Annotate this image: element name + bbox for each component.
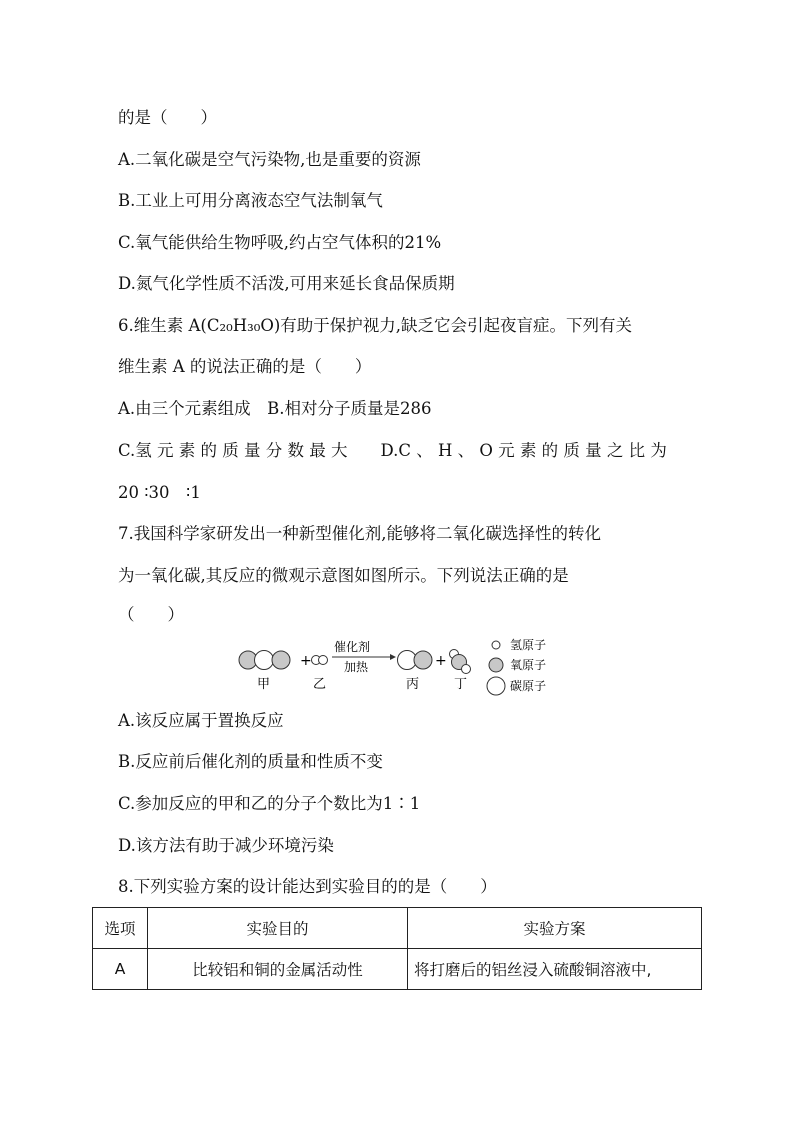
hydrogen-atom — [319, 656, 328, 665]
q6-option-d-ratio: 20 ∶30 ∶1 — [118, 483, 201, 502]
legend — [487, 641, 505, 695]
question-8-stem: 8.下列实验方案的设计能达到实验目的的是（ ） — [118, 877, 497, 896]
question-stem-tail: 的是（ ） — [118, 108, 217, 127]
molecule-yi — [312, 656, 328, 665]
molecule-bing — [398, 651, 433, 670]
q7-option-b: B.反应前后催化剂的质量和性质不变 — [118, 752, 383, 771]
plus-sign: + — [300, 653, 312, 669]
q6-options-cd: C.氢 元 素 的 质 量 分 数 最 大 D.C 、 H 、 O 元 素 的 质 量 之 比 为 — [118, 441, 667, 460]
oxygen-atom — [414, 651, 432, 669]
molecule-ding — [450, 650, 471, 674]
legend-hydrogen-swatch — [492, 641, 500, 649]
plus-sign: + — [435, 653, 447, 669]
legend-oxygen-swatch — [489, 658, 503, 672]
table-row — [93, 949, 702, 990]
header-option: 选项 — [93, 908, 148, 949]
q6-options-ab: A.由三个元素组成 B.相对分子质量是286 — [118, 399, 432, 418]
experiment-table — [92, 907, 702, 990]
question-6-stem-cont: 维生素 A 的说法正确的是（ ） — [118, 357, 372, 376]
legend-oxygen-label: 氧原子 — [510, 658, 547, 672]
cell-option: A — [93, 949, 148, 990]
label-yi: 乙 — [313, 677, 327, 692]
reaction-diagram — [230, 636, 570, 698]
question-6-stem: 6.维生素 A(C₂₀H₃₀O)有助于保护视力,缺乏它会引起夜盲症。下列有关 — [118, 316, 633, 335]
label-jia: 甲 — [257, 677, 271, 692]
heat-label: 加热 — [344, 660, 369, 674]
header-goal: 实验目的 — [148, 908, 408, 949]
q7-option-d: D.该方法有助于减少环境污染 — [118, 836, 334, 855]
carbon-atom — [255, 651, 274, 670]
legend-carbon-label: 碳原子 — [510, 679, 547, 693]
q7-option-a: A.该反应属于置换反应 — [118, 711, 284, 730]
q7-option-c: C.参加反应的甲和乙的分子个数比为1∶1 — [118, 794, 421, 813]
option-d: D.氮气化学性质不活泼,可用来延长食品保质期 — [118, 274, 455, 293]
arrow-head — [390, 654, 396, 660]
header-plan: 实验方案 — [408, 908, 702, 949]
option-a: A.二氧化碳是空气污染物,也是重要的资源 — [118, 150, 421, 169]
legend-hydrogen-label: 氢原子 — [510, 638, 547, 652]
oxygen-atom — [272, 651, 290, 669]
hydrogen-atom — [462, 665, 471, 674]
question-7-stem: 7.我国科学家研发出一种新型催化剂,能够将二氧化碳选择性的转化 — [118, 524, 601, 543]
table-header-row — [93, 908, 702, 949]
cell-goal: 比较铝和铜的金属活动性 — [148, 949, 408, 990]
question-7-answer-blank: （ ） — [118, 605, 184, 624]
label-ding: 丁 — [454, 677, 468, 692]
option-b: B.工业上可用分离液态空气法制氧气 — [118, 191, 383, 210]
question-7-stem-cont: 为一氧化碳,其反应的微观示意图如图所示。下列说法正确的是 — [118, 566, 569, 585]
label-bing: 丙 — [406, 677, 420, 692]
legend-carbon-swatch — [487, 677, 505, 695]
catalyst-label: 催化剂 — [334, 640, 371, 654]
cell-plan: 将打磨后的铝丝浸入硫酸铜溶液中, — [408, 949, 702, 990]
option-c: C.氧气能供给生物呼吸,约占空气体积的21% — [118, 233, 442, 252]
molecule-jia — [239, 651, 290, 670]
